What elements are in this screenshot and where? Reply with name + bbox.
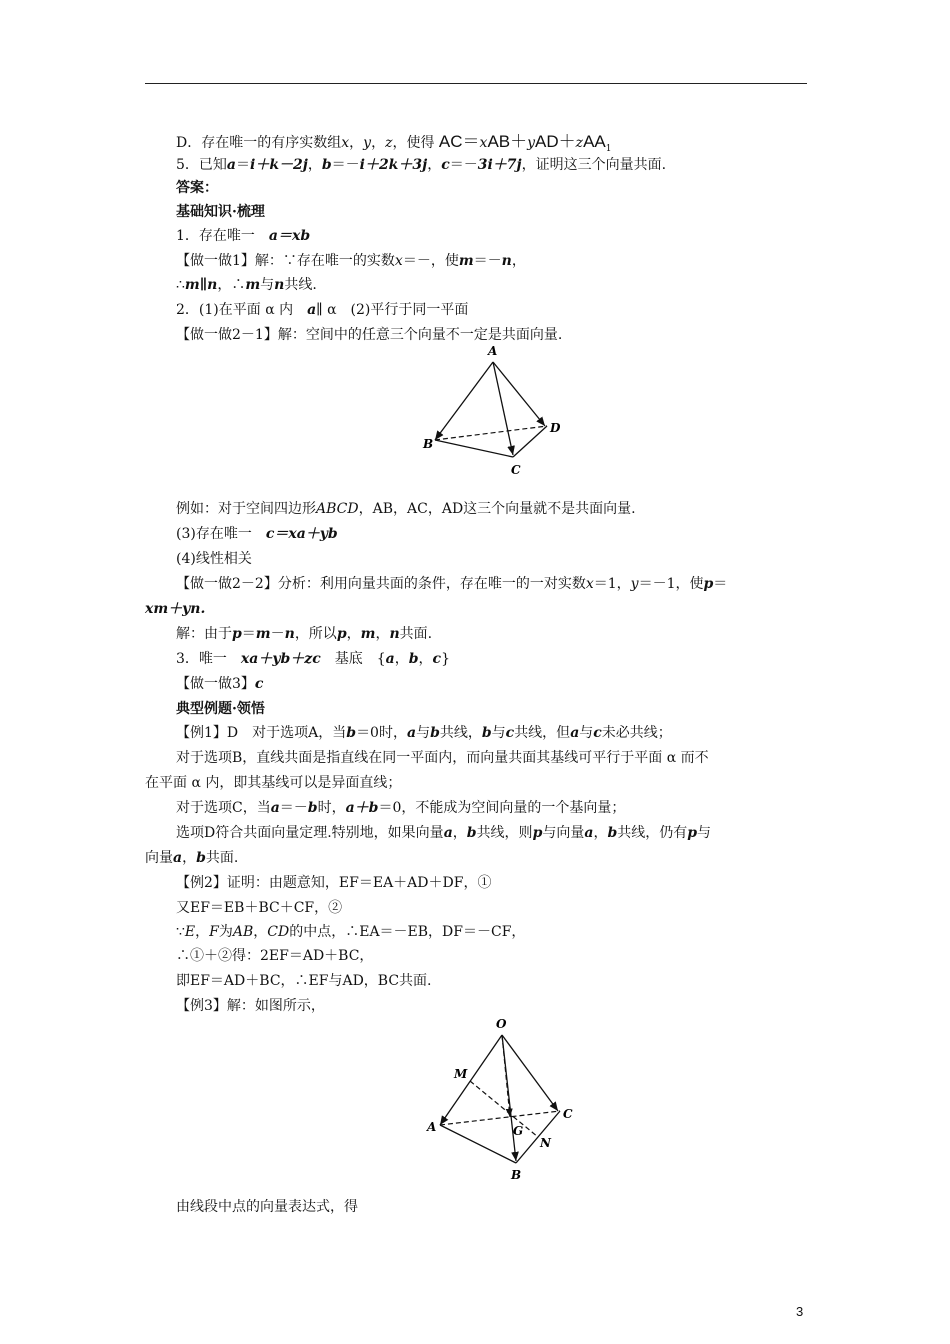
text: 解：∵存在唯一的实数 <box>254 253 395 269</box>
expr: xa＋yb＋zc <box>240 651 321 667</box>
text: 与 <box>491 725 506 741</box>
page-number: 3 <box>796 1304 804 1319</box>
text: ＝1， <box>593 576 631 592</box>
label: 【做一做1】 <box>176 253 255 269</box>
vector-ac: AC <box>438 132 463 151</box>
vec: a <box>270 800 280 816</box>
expr: m∥n <box>184 277 218 293</box>
text: 对于选项C，当 <box>176 800 271 816</box>
practice-3 <box>176 674 263 694</box>
text: 证明：由题意知，EF＝EA＋AD＋DF，① <box>226 875 492 891</box>
answer-heading: 答案： <box>176 180 218 196</box>
answer-2 <box>176 300 468 320</box>
expr: c＝xa＋yb <box>265 526 338 542</box>
text: 选项D符合共面向量定理.特别地，如果向量 <box>176 825 444 841</box>
label-a: A <box>427 1120 437 1134</box>
var: x <box>585 576 594 592</box>
text: ＝－，使 <box>402 253 459 269</box>
text: 与 <box>579 725 594 741</box>
vec: p <box>336 626 347 642</box>
label-c: C <box>511 463 521 477</box>
vec-c: c <box>441 157 450 173</box>
example-3 <box>176 996 325 1016</box>
text: D 对于选项A，当 <box>226 725 347 741</box>
vec: a <box>307 302 317 318</box>
vec: b <box>307 800 318 816</box>
example-1-e <box>176 823 711 843</box>
text: 解：空间中的任意三个向量不一定是共面向量. <box>277 327 563 343</box>
example-2-e: 即EF＝AD＋BC，∴EF与AD，BC共面. <box>176 973 432 989</box>
text: } <box>441 651 450 667</box>
practice-2-2 <box>176 574 727 594</box>
label: 【例2】 <box>176 875 227 891</box>
text: 5．已知 <box>176 157 227 173</box>
example-1-c: 在平面 α 内，即其基线可以是异面直线； <box>145 775 402 791</box>
vec: b <box>196 850 206 866</box>
example-2-b: 又EF＝EB＋BC＋CF，② <box>176 900 343 916</box>
label-m: M <box>454 1067 468 1081</box>
answer-5 <box>176 649 450 669</box>
text: ＋ <box>558 132 576 151</box>
example-line <box>176 499 636 519</box>
text: ， <box>418 651 433 667</box>
text: ＝ <box>713 576 728 592</box>
label-a: A <box>488 344 498 358</box>
text: 3．唯一 <box>176 651 241 667</box>
text: (3)存在唯一 <box>176 526 266 542</box>
text: ＝ <box>241 626 256 642</box>
section-basic: 基础知识·梳理 <box>176 204 265 220</box>
text: 共线，则 <box>476 825 533 841</box>
text: 分析：利用向量共面的条件，存在唯一的一对实数 <box>277 576 586 592</box>
header-rule <box>145 83 807 84</box>
vec: p <box>532 825 543 841</box>
text: ，使得 <box>392 135 435 151</box>
vec: n <box>284 626 295 642</box>
answer-3 <box>176 524 338 544</box>
vec: c <box>432 651 442 667</box>
text: ＝ <box>236 157 250 173</box>
text: ＝－ <box>331 157 360 173</box>
vec: a <box>385 651 395 667</box>
vec: c <box>593 725 602 741</box>
text: ， <box>307 157 322 173</box>
vec: m <box>255 626 271 642</box>
vec: n <box>274 277 285 293</box>
vec: a <box>570 725 580 741</box>
text: ＝－1，使 <box>638 576 704 592</box>
text: ， <box>182 850 197 866</box>
label: 【做一做3】 <box>176 676 255 692</box>
text: ＝－ <box>449 157 478 173</box>
var-z: z <box>385 135 393 151</box>
text: ＝－ <box>279 800 308 816</box>
text: 共面. <box>399 626 433 642</box>
example-2-d: ∴①＋②得：2EF＝AD＋BC， <box>176 948 374 964</box>
text: 1．存在唯一 <box>176 228 269 244</box>
text: ＋ <box>510 132 528 151</box>
question-5 <box>176 155 666 175</box>
vec: p <box>703 576 714 592</box>
text: 向量 <box>145 850 173 866</box>
point: E <box>184 924 196 940</box>
vec: c <box>505 725 515 741</box>
var: x <box>394 253 403 269</box>
text: ， <box>452 825 467 841</box>
text: D．存在唯一的有序实数组 <box>176 135 342 151</box>
text: ，∴ <box>217 277 246 293</box>
text: 与 <box>697 825 712 841</box>
vec: m <box>458 253 474 269</box>
answer: c <box>254 676 264 692</box>
practice-2-2-cont: xm＋yn. <box>145 601 206 617</box>
vec: a <box>584 825 594 841</box>
label-g: G <box>513 1124 524 1138</box>
text: 解：由于 <box>176 626 232 642</box>
text: 的中点，∴EA＝－EB，DF＝－CF， <box>289 924 526 940</box>
expr: 3i＋7j <box>477 157 522 173</box>
vec: m <box>360 626 376 642</box>
vec: a <box>443 825 453 841</box>
example-2 <box>176 873 491 893</box>
var-z: z <box>575 135 584 151</box>
label-b: B <box>511 1168 522 1182</box>
expr: i＋k－2j <box>250 157 308 173</box>
example-1-f <box>145 848 238 868</box>
label-d: D <box>550 421 561 435</box>
label: 【例1】 <box>176 725 227 741</box>
text: 基底 { <box>320 651 386 667</box>
text: ABCD <box>316 501 359 517</box>
text: ， <box>253 924 268 940</box>
text: ， <box>394 651 409 667</box>
label-c: C <box>563 1107 573 1121</box>
label: 【做一做2－2】 <box>176 576 278 592</box>
text: ， <box>511 253 526 269</box>
vec: p <box>687 825 698 841</box>
point: F <box>209 924 219 940</box>
text: ，证明这三个向量共面. <box>521 157 667 173</box>
text: 时， <box>317 800 346 816</box>
text: 未必共线； <box>601 725 672 741</box>
text: 共线，仍有 <box>617 825 688 841</box>
text: ， <box>427 157 442 173</box>
example-1-d <box>176 798 625 818</box>
label: 【例3】 <box>176 998 227 1014</box>
subscript: 1 <box>605 143 612 154</box>
tetrahedron-figure-1 <box>415 340 575 489</box>
vec: b <box>430 725 440 741</box>
text: ∥ α (2)平行于同一平面 <box>316 302 469 318</box>
answer-4: (4)线性相关 <box>176 551 252 567</box>
expr: a＋b <box>345 800 379 816</box>
vec: p <box>232 626 242 642</box>
example-2-c <box>176 922 525 942</box>
section-examples: 典型例题·领悟 <box>176 701 265 717</box>
vec: b <box>481 725 492 741</box>
vector-aa1: AA <box>583 132 606 151</box>
example-1 <box>176 723 672 743</box>
expr: a＝xb <box>268 228 311 244</box>
text: ＝0，不能成为空间向量的一个基向量； <box>378 800 626 816</box>
label: 【做一做2－1】 <box>176 327 278 343</box>
answer-1 <box>176 226 310 246</box>
text: － <box>270 626 285 642</box>
segment: CD <box>267 924 290 940</box>
text: 共线， <box>439 725 482 741</box>
text: ， <box>346 626 361 642</box>
text: ∴ <box>176 277 185 293</box>
solution-line <box>176 624 432 644</box>
vec: m <box>245 277 261 293</box>
text: ＝ <box>462 132 480 151</box>
practice-1b <box>176 275 317 295</box>
example-3-end: 由线段中点的向量表达式，得 <box>176 1199 358 1215</box>
text: 例如：对于空间四边形 <box>176 501 316 517</box>
text: 共线. <box>284 277 317 293</box>
vec: b <box>607 825 618 841</box>
practice-1 <box>176 251 526 271</box>
text: ，所以 <box>294 626 337 642</box>
vector-ad: AD <box>535 132 559 151</box>
vec: b <box>408 651 419 667</box>
text: 2．(1)在平面 α 内 <box>176 302 308 318</box>
var-y: y <box>527 135 536 151</box>
text: ＝－ <box>473 253 502 269</box>
text: 共线，但 <box>514 725 571 741</box>
vec: b <box>466 825 477 841</box>
expr: i＋2k＋3j <box>359 157 428 173</box>
var: y <box>630 576 639 592</box>
label-b: B <box>423 437 434 451</box>
text: 共面. <box>205 850 239 866</box>
text: ∵ <box>176 924 185 940</box>
text: ，AB，AC，AD这三个向量就不是共面向量. <box>358 501 636 517</box>
segment: AB <box>232 924 254 940</box>
text: ， <box>371 135 386 151</box>
var-y: y <box>363 135 372 151</box>
vec-a: a <box>226 157 236 173</box>
text: ， <box>349 135 364 151</box>
text: 与向量 <box>542 825 585 841</box>
text: 解：如图所示， <box>226 998 325 1014</box>
tetrahedron-figure-2 <box>420 1015 590 1189</box>
example-1-b: 对于选项B，直线共面是指直线在同一平面内，而向量共面其基线可平行于平面 α 而不 <box>176 750 709 766</box>
text: ＝0时， <box>356 725 407 741</box>
text: ， <box>375 626 390 642</box>
text: ， <box>195 924 210 940</box>
vec-b: b <box>321 157 332 173</box>
var-x: x <box>341 135 350 151</box>
label-n: N <box>540 1136 551 1150</box>
vec: n <box>501 253 512 269</box>
vec: b <box>346 725 357 741</box>
vec: n <box>389 626 400 642</box>
label-o: O <box>496 1017 507 1031</box>
vec: a <box>406 725 417 741</box>
text: 为 <box>218 924 233 940</box>
vec: a <box>173 850 183 866</box>
text: 与 <box>416 725 431 741</box>
var-x: x <box>479 135 488 151</box>
text: ， <box>593 825 608 841</box>
vector-ab: AB <box>487 132 511 151</box>
text: 与 <box>260 277 275 293</box>
